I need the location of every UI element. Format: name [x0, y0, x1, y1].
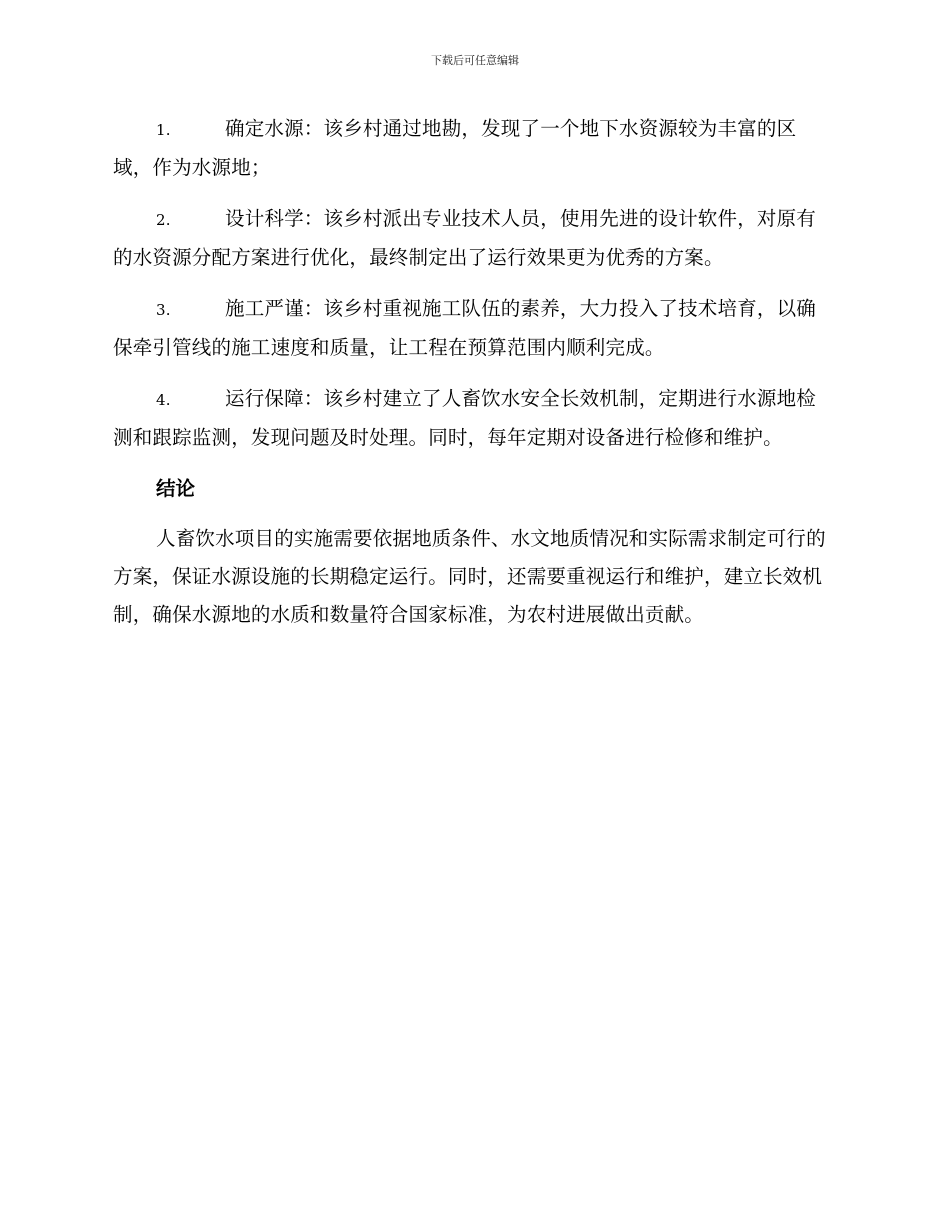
list-item-number: 1. — [156, 121, 171, 139]
list-item-1 — [113, 110, 833, 187]
list-item-number: 3. — [156, 301, 171, 319]
list-item-4 — [113, 380, 833, 457]
list-item-text: 施工严谨：该乡村重视施工队伍的素养，大力投入了技术培育，以确保牵引管线的施工速度和质量，让工程在预算范围内顺利完成。 — [113, 297, 817, 359]
list-item-text: 设计科学：该乡村派出专业技术人员，使用先进的设计软件，对原有的水资源分配方案进行优化，最终制定出了运行效果更为优秀的方案。 — [113, 207, 817, 269]
list-item-3 — [113, 290, 833, 367]
conclusion-heading: 结论 — [156, 477, 196, 500]
list-item-2 — [113, 200, 833, 277]
list-item-number: 4. — [156, 391, 171, 409]
list-item-number: 2. — [156, 211, 171, 229]
list-item-text: 确定水源：该乡村通过地勘，发现了一个地下水资源较为丰富的区域，作为水源地； — [113, 117, 797, 179]
page-header: 下载后可任意编辑 — [431, 54, 519, 67]
list-item-text: 运行保障：该乡村建立了人畜饮水安全长效机制，定期进行水源地检测和跟踪监测，发现问题及时处理。同时，每年定期对设备进行检修和维护。 — [113, 387, 817, 449]
conclusion-paragraph: 人畜饮水项目的实施需要依据地质条件、水文地质情况和实际需求制定可行的方案，保证水源设施的长期稳定运行。同时，还需要重视运行和维护，建立长效机制，确保水源地的水质和数量符合国家标准，为农村进展做出贡献。 — [113, 527, 826, 626]
document-body — [113, 110, 833, 634]
